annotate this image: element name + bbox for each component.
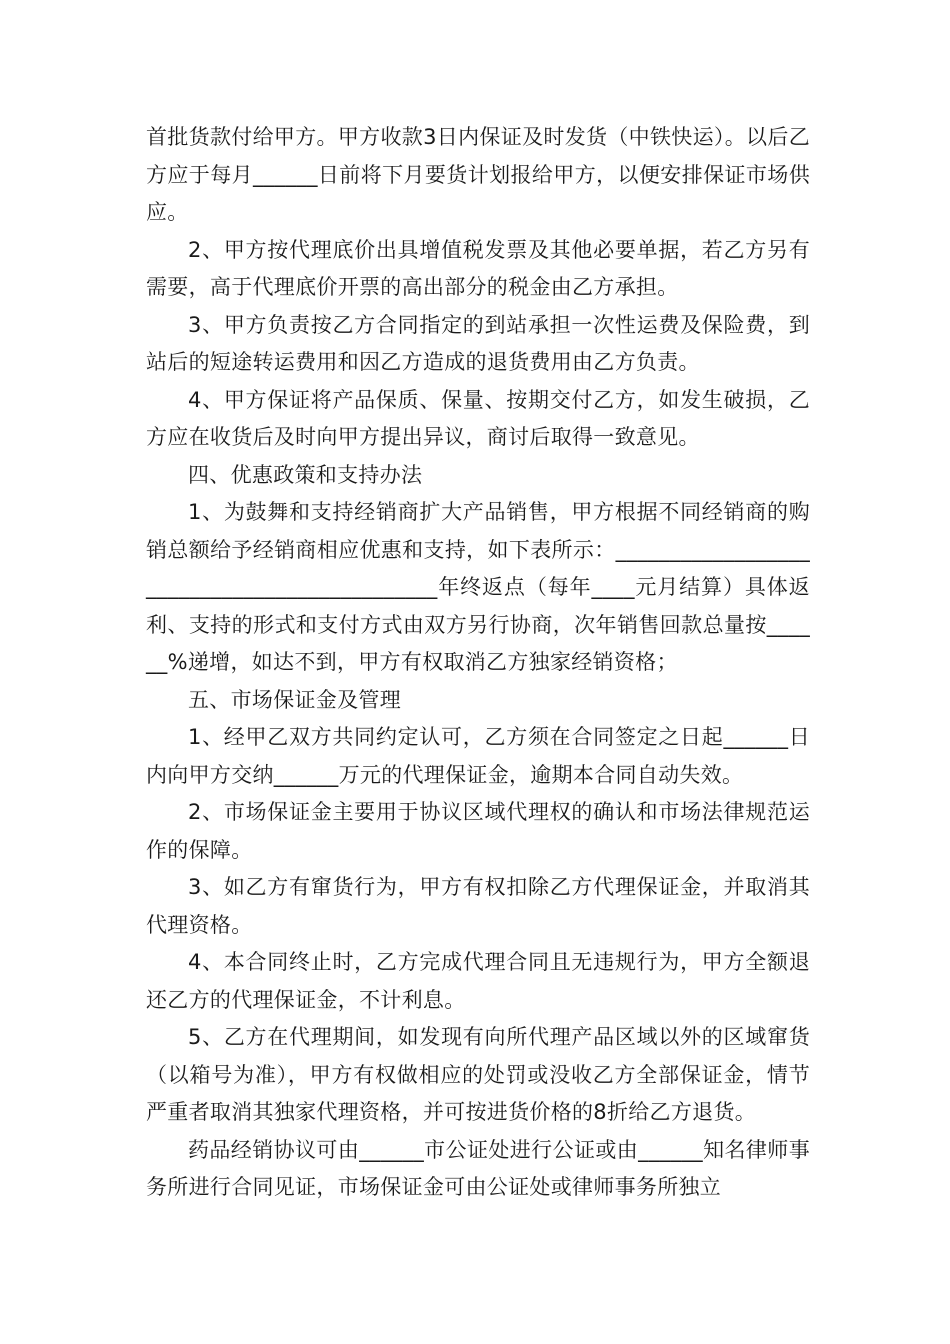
paragraph-rebate: 1、为鼓舞和支持经销商扩大产品销售，甲方根据不同经销商的购销总额给予经销商相应优惠和支持，如下表所示：_____________________________________________年终返点（每年____元月结算）具体返利、支持的形式和支付方式由双方另行协商，次年销售回款总量按______%递增，如达不到，甲方有权取消乙方独家经销资格； bbox=[146, 500, 810, 674]
paragraph-notarization: 药品经销协议可由______市公证处进行公证或由______知名律师事务所进行合同见证，市场保证金可由公证处或律师事务所独立 bbox=[146, 1137, 810, 1199]
section-heading-deposit: 五、市场保证金及管理 bbox=[188, 687, 401, 712]
paragraph-quality: 4、甲方保证将产品保质、保量、按期交付乙方，如发生破损，乙方应在收货后及时向甲方提出异议，商讨后取得一致意见。 bbox=[146, 387, 810, 449]
paragraph-deposit-purpose: 2、市场保证金主要用于协议区域代理权的确认和市场法律规范运作的保障。 bbox=[146, 800, 810, 862]
paragraph-penalty: 5、乙方在代理期间，如发现有向所代理产品区域以外的区域窜货（以箱号为准），甲方有权做相应的处罚或没收乙方全部保证金，情节严重者取消其独家代理资格，并可按进货价格的8折给乙方退货。 bbox=[146, 1025, 810, 1124]
paragraph-invoice: 2、甲方按代理底价出具增值税发票及其他必要单据，若乙方另有需要，高于代理底价开票的高出部分的税金由乙方承担。 bbox=[146, 237, 810, 299]
paragraph-first-batch-payment: 首批货款付给甲方。甲方收款3日内保证及时发货（中铁快运）。以后乙方应于每月______日前将下月要货计划报给甲方，以便安排保证市场供应。 bbox=[146, 125, 810, 224]
paragraph-freight: 3、甲方负责按乙方合同指定的到站承担一次性运费及保险费，到站后的短途转运费用和因乙方造成的退货费用由乙方负责。 bbox=[146, 312, 810, 374]
paragraph-deposit-payment: 1、经甲乙双方共同约定认可，乙方须在合同签定之日起______日内向甲方交纳______万元的代理保证金，逾期本合同自动失效。 bbox=[146, 725, 810, 787]
document-body bbox=[146, 119, 810, 1207]
paragraph-deposit-refund: 4、本合同终止时，乙方完成代理合同且无违规行为，甲方全额退还乙方的代理保证金，不计利息。 bbox=[146, 950, 810, 1012]
section-heading-incentives: 四、优惠政策和支持办法 bbox=[188, 462, 423, 487]
paragraph-cross-selling: 3、如乙方有窜货行为，甲方有权扣除乙方代理保证金，并取消其代理资格。 bbox=[146, 875, 810, 937]
